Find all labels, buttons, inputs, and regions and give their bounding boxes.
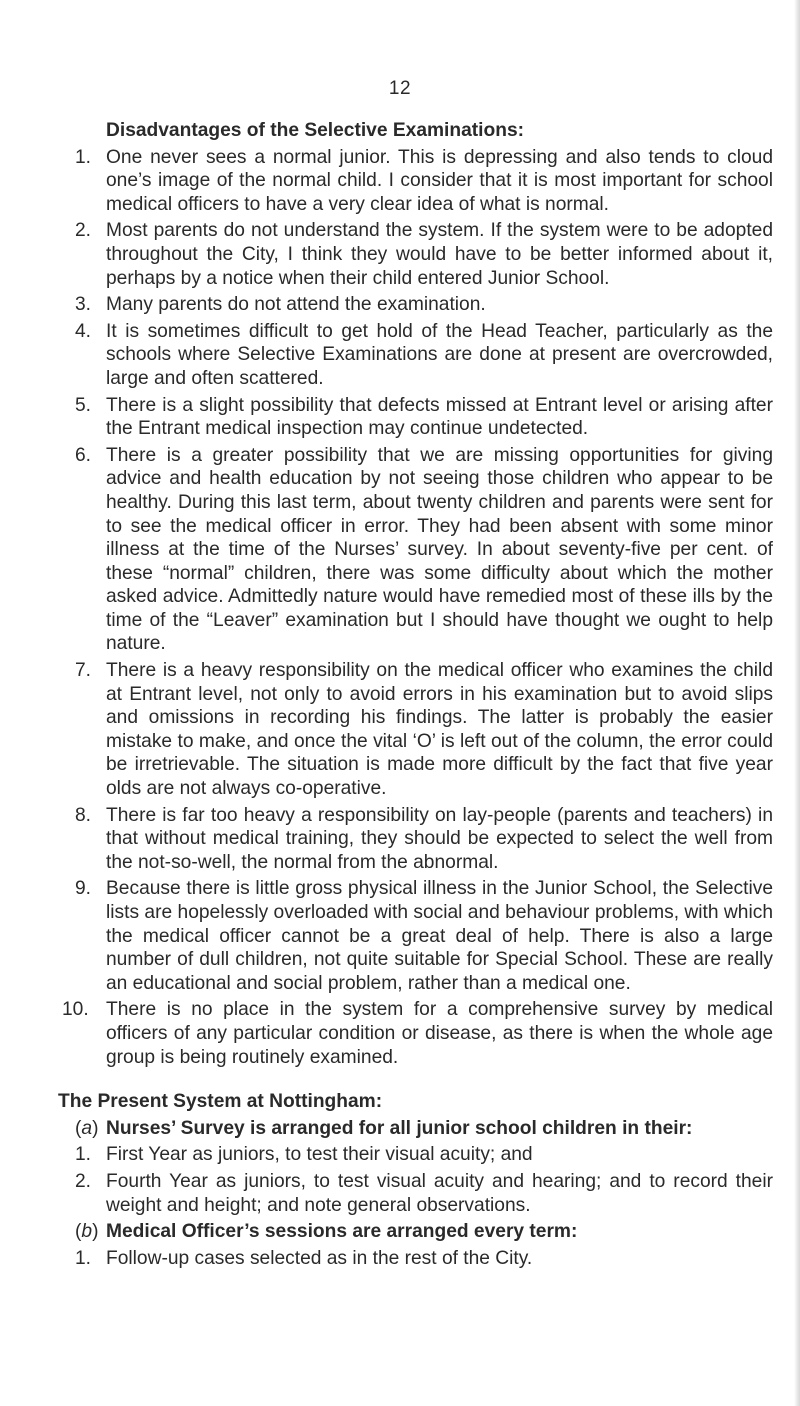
list-number: 7.: [75, 660, 92, 682]
part-a-heading: [75, 1117, 773, 1141]
list-text: Many parents do not attend the examination.: [106, 294, 486, 316]
list-number: 2.: [75, 1170, 92, 1192]
list-text: First Year as juniors, to test their visual acuity; and: [106, 1144, 533, 1166]
list-text: Follow-up cases selected as in the rest of the City.: [106, 1247, 533, 1269]
list-text: One never sees a normal junior. This is depressing and also tends to cloud one’s image of the normal child. I consider that it is most important for school medical officers to have a very clear idea of what is normal.: [106, 146, 773, 215]
list-number: 1.: [75, 1144, 92, 1166]
list-number: 2.: [75, 220, 92, 242]
list-text: There is no place in the system for a comprehensive survey by medical officers of any particular condition or disease, as there is when the whole age group is being routinely examined.: [106, 999, 773, 1068]
disadvantage-item-2: [75, 219, 773, 290]
part-a-item-1: [75, 1143, 773, 1167]
part-a-label: (a): [75, 1117, 99, 1139]
disadvantage-item-3: [75, 293, 773, 317]
part-a-item-2: [75, 1170, 773, 1217]
list-text: Because there is little gross physical illness in the Junior School, the Selective lists are hopelessly overloaded with social and behaviour problems, with which the medical officer cannot be a great deal of help. There is also a large number of dull children, not quite suitable for Special School. These are really an educational and social problem, rather than a medical one.: [106, 878, 773, 994]
part-b-label: (b): [75, 1221, 99, 1243]
part-a-text: Nurses’ Survey is arranged for all junior school children in their:: [106, 1117, 693, 1139]
list-text: There is a slight possibility that defects missed at Entrant level or arising after the Entrant medical inspection may continue undetected.: [106, 394, 773, 440]
list-text: It is sometimes difficult to get hold of the Head Teacher, particularly as the schools where Selective Examinations are done at present are overcrowded, large and often scattered.: [106, 320, 773, 389]
list-number: 1.: [75, 1247, 92, 1269]
part-b-heading: [75, 1220, 773, 1244]
disadvantage-item-4: [75, 320, 773, 391]
list-number: 6.: [75, 444, 92, 466]
list-text: Most parents do not understand the system. If the system were to be adopted throughout the City, I think they would have to be better informed about it, perhaps by a notice when their child entered Junior School.: [106, 220, 773, 289]
part-b-text: Medical Officer’s sessions are arranged every term:: [106, 1221, 578, 1243]
list-text: There is a heavy responsibility on the medical officer who examines the child at Entrant level, not only to avoid errors in his examination but to avoid slips and omissions in recording his findings. The latter is probably the easier mistake to make, and once the vital ‘O’ is left out of the column, the error could be irretrievable. The situation is made more difficult by the fact that five year olds are not always co-operative.: [106, 660, 773, 800]
disadvantages-heading: Disadvantages of the Selective Examinations:: [106, 120, 525, 141]
page-number: 12: [388, 78, 412, 99]
disadvantage-item-9: [75, 877, 773, 995]
list-number: 9.: [75, 878, 92, 900]
part-b-letter: b: [81, 1221, 93, 1243]
disadvantage-item-10: [62, 998, 773, 1069]
document-body: [58, 119, 773, 1270]
disadvantage-item-6: [75, 444, 773, 656]
disadvantage-item-7: [75, 659, 773, 801]
list-number: 1.: [75, 146, 92, 168]
list-number: 8.: [75, 804, 92, 826]
disadvantage-item-8: [75, 804, 773, 875]
list-number: 3.: [75, 294, 92, 316]
part-a-letter: a: [81, 1117, 93, 1139]
disadvantage-item-5: [75, 394, 773, 441]
list-text: There is far too heavy a responsibility on lay-people (parents and teachers) in that without medical training, they should be expected to select the well from the not-so-well, the normal from the abnormal.: [106, 804, 773, 873]
present-system-heading: The Present System at Nottingham:: [58, 1091, 383, 1113]
part-b-item-1: [75, 1247, 773, 1271]
list-number: 4.: [75, 320, 92, 342]
list-number: 5.: [75, 394, 92, 416]
list-text: There is a greater possibility that we are missing opportunities for giving advice and health education by not seeing those children who appear to be healthy. During this last term, about twenty children and parents were sent for to see the medical officer in error. They had been absent with some minor illness at the time of the Nurses’ survey. In about seventy-five per cent. of these “normal” children, there was some difficulty about which the mother asked advice. Admittedly nature would have remedied most of these ills by the time of the “Leaver” examination but I should have thought we ought to help nature.: [106, 444, 773, 655]
disadvantage-item-1: [75, 146, 773, 217]
list-text: Fourth Year as juniors, to test visual acuity and hearing; and to record their weight and height; and note general observations.: [106, 1170, 773, 1216]
page-edge-shadow: [794, 0, 800, 1406]
list-number: 10.: [62, 999, 89, 1021]
